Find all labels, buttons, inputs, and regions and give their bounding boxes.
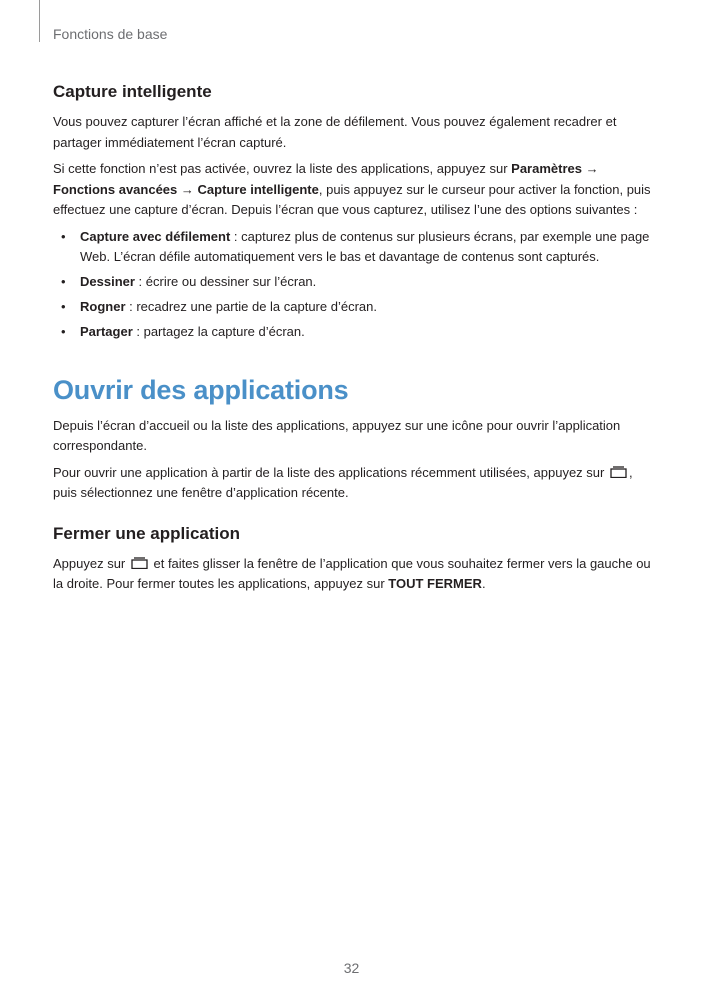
option-desc: : partagez la capture d’écran. <box>132 324 305 339</box>
option-desc: : recadrez une partie de la capture d’écran. <box>125 299 377 314</box>
subheading-smart-capture: Capture intelligente <box>53 82 212 101</box>
heading-open-apps: Ouvrir des applications <box>53 374 349 405</box>
paragraph-open-apps-2: Pour ouvrir une application à partir de la liste des applications récemment utilisées, appuyez sur , puis sélectionnez une fenêtre d’application récente. <box>53 464 633 500</box>
page-content <box>53 82 653 601</box>
option-name: Dessiner <box>80 274 135 289</box>
option-name: Rogner <box>80 299 126 314</box>
page-number: 32 <box>343 960 360 976</box>
options-list <box>53 227 653 343</box>
section-close-app <box>53 524 653 595</box>
option-name: Partager <box>80 324 133 339</box>
paragraph-close-app: Appuyez sur et faites glisser la fenêtre de l’application que vous souhaitez fermer vers la gauche ou la droite. Pour fermer toutes les applications, appuyez sur TOUT FERMER. <box>53 555 651 591</box>
list-item <box>53 297 653 318</box>
section-smart-capture <box>53 82 653 343</box>
recent-apps-icon <box>610 466 627 478</box>
option-name: Capture avec défilement <box>80 228 231 244</box>
option-desc: : écrire ou dessiner sur l’écran. <box>134 274 317 289</box>
arrow: → <box>177 181 198 197</box>
bullet: • <box>61 324 66 339</box>
recent-apps-icon <box>131 557 148 569</box>
subheading-close-app: Fermer une application <box>53 523 241 543</box>
bullet: • <box>61 274 66 289</box>
list-item <box>53 272 653 293</box>
bullet: • <box>61 228 66 244</box>
bullet: • <box>61 299 66 314</box>
paragraph-instructions: Si cette fonction n’est pas activée, ouvrez la liste des applications, appuyez sur Paramètres → Fonctions avancées → Capture intelligente, puis appuyez sur le curseur pour activer la fonction, puis effectuez une capture d’écran. Depuis l’écran que vous capturez, utilisez l’une des options suivantes : <box>53 161 651 217</box>
option-desc: : capturez plus de contenus sur plusieurs écrans, par exemple une page Web. L’écran défile automatiquement vers le bas et davantage de contenus sont capturés. <box>80 228 650 264</box>
menu-path-advanced: Fonctions avancées <box>53 181 178 197</box>
margin-rule <box>39 0 40 42</box>
list-item <box>53 227 653 268</box>
running-header: Fonctions de base <box>53 26 168 42</box>
menu-path-settings: Paramètres <box>511 161 582 176</box>
close-all-label: TOUT FERMER <box>388 576 482 591</box>
menu-path-smart-capture: Capture intelligente <box>197 181 319 197</box>
list-item <box>53 322 653 343</box>
arrow: → <box>581 161 599 176</box>
section-open-apps <box>53 375 653 504</box>
paragraph-intro: Vous pouvez capturer l’écran affiché et la zone de défilement. Vous pouvez également recadrer et partager immédiatement l’écran capturé. <box>53 114 617 150</box>
paragraph-open-apps-1: Depuis l’écran d’accueil ou la liste des applications, appuyez sur une icône pour ouvrir l’application correspondante. <box>53 417 621 453</box>
